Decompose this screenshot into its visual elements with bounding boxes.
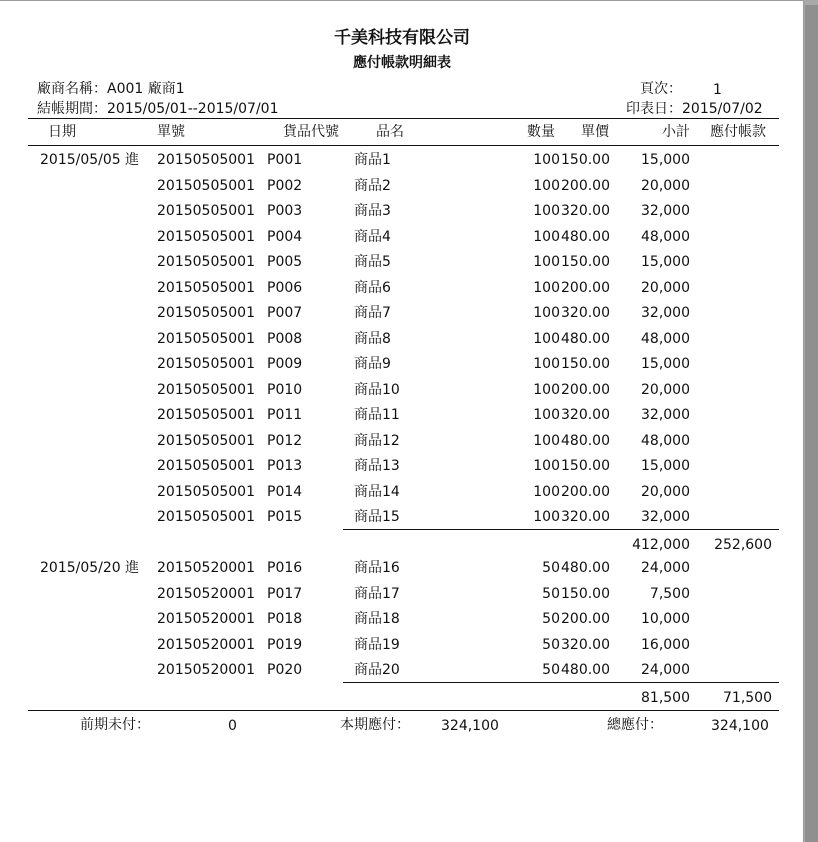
- quantity: 50: [542, 560, 560, 576]
- doc-number: 20150505001: [157, 356, 255, 372]
- subtotal: 20,000: [641, 178, 690, 194]
- doc-number: 20150505001: [157, 484, 255, 500]
- product-name: 商品13: [354, 458, 400, 474]
- product-code: P006: [267, 280, 303, 296]
- product-code: P019: [267, 637, 303, 653]
- current-payable-value: 324,100: [441, 718, 499, 734]
- company-name: 千美科技有限公司: [334, 28, 470, 48]
- quantity: 100: [533, 229, 560, 245]
- product-name: 商品10: [354, 382, 400, 398]
- subtotal: 15,000: [641, 356, 690, 372]
- header-bottom-rule: [28, 145, 779, 146]
- subtotal: 32,000: [641, 509, 690, 525]
- product-name: 商品18: [354, 611, 400, 627]
- subtotal: 32,000: [641, 305, 690, 321]
- unit-price: 480.00: [561, 662, 610, 678]
- group-date: 2015/05/05 進: [40, 152, 140, 168]
- col-doc-header: 單號: [157, 124, 185, 140]
- product-code: P003: [267, 203, 303, 219]
- doc-number: 20150505001: [157, 433, 255, 449]
- unit-price: 200.00: [561, 382, 610, 398]
- footer-rule: [28, 710, 779, 711]
- subtotal: 7,500: [649, 586, 690, 602]
- quantity: 100: [533, 509, 560, 525]
- product-code: P011: [267, 407, 303, 423]
- unit-price: 200.00: [561, 484, 610, 500]
- product-code: P004: [267, 229, 303, 245]
- total-payable-label: 總應付：: [607, 717, 663, 733]
- page-label: 頁次：: [640, 81, 682, 97]
- doc-number: 20150505001: [157, 458, 255, 474]
- total-payable-value: 324,100: [711, 718, 769, 734]
- quantity: 100: [533, 356, 560, 372]
- unit-price: 200.00: [561, 280, 610, 296]
- col-name-header: 品名: [376, 124, 404, 140]
- doc-number: 20150505001: [157, 203, 255, 219]
- col-qty-header: 數量: [527, 124, 555, 140]
- product-code: P020: [267, 662, 303, 678]
- quantity: 100: [533, 152, 560, 168]
- unit-price: 320.00: [561, 637, 610, 653]
- group-payable: 71,500: [723, 690, 772, 706]
- subtotal: 48,000: [641, 433, 690, 449]
- doc-number: 20150505001: [157, 407, 255, 423]
- product-code: P015: [267, 509, 303, 525]
- doc-number: 20150505001: [157, 509, 255, 525]
- subtotal: 20,000: [641, 484, 690, 500]
- unit-price: 150.00: [561, 254, 610, 270]
- col-code-header: 貨品代號: [283, 124, 339, 140]
- quantity: 50: [542, 662, 560, 678]
- prev-unpaid-value: 0: [228, 718, 237, 734]
- subtotal: 16,000: [641, 637, 690, 653]
- subtotal: 15,000: [641, 254, 690, 270]
- subtotal: 15,000: [641, 152, 690, 168]
- product-name: 商品6: [354, 280, 391, 296]
- unit-price: 200.00: [561, 178, 610, 194]
- unit-price: 320.00: [561, 203, 610, 219]
- quantity: 50: [542, 586, 560, 602]
- subtotal: 32,000: [641, 203, 690, 219]
- product-name: 商品17: [354, 586, 400, 602]
- doc-number: 20150520001: [157, 662, 255, 678]
- unit-price: 480.00: [561, 331, 610, 347]
- product-code: P002: [267, 178, 303, 194]
- doc-number: 20150505001: [157, 305, 255, 321]
- product-code: P017: [267, 586, 303, 602]
- unit-price: 150.00: [561, 458, 610, 474]
- product-name: 商品20: [354, 662, 400, 678]
- col-payable-header: 應付帳款: [710, 124, 766, 140]
- unit-price: 480.00: [561, 229, 610, 245]
- doc-number: 20150505001: [157, 382, 255, 398]
- quantity: 100: [533, 433, 560, 449]
- col-price-header: 單價: [581, 124, 609, 140]
- quantity: 100: [533, 203, 560, 219]
- subtotal: 24,000: [641, 560, 690, 576]
- quantity: 50: [542, 611, 560, 627]
- quantity: 50: [542, 637, 560, 653]
- doc-number: 20150505001: [157, 178, 255, 194]
- group-date: 2015/05/20 進: [40, 560, 140, 576]
- product-code: P009: [267, 356, 303, 372]
- product-name: 商品12: [354, 433, 400, 449]
- page-number: 1: [713, 82, 722, 98]
- doc-number: 20150505001: [157, 331, 255, 347]
- product-name: 商品3: [354, 203, 391, 219]
- product-name: 商品7: [354, 305, 391, 321]
- unit-price: 150.00: [561, 356, 610, 372]
- group-total: 81,500: [641, 690, 690, 706]
- unit-price: 200.00: [561, 611, 610, 627]
- col-subtotal-header: 小計: [662, 124, 690, 140]
- product-name: 商品14: [354, 484, 400, 500]
- subtotal: 32,000: [641, 407, 690, 423]
- product-name: 商品15: [354, 509, 400, 525]
- doc-number: 20150520001: [157, 560, 255, 576]
- group-subtotal-rule: [343, 682, 779, 683]
- product-code: P007: [267, 305, 303, 321]
- group-total: 412,000: [632, 537, 690, 553]
- product-name: 商品19: [354, 637, 400, 653]
- unit-price: 320.00: [561, 407, 610, 423]
- quantity: 100: [533, 484, 560, 500]
- product-name: 商品9: [354, 356, 391, 372]
- product-name: 商品16: [354, 560, 400, 576]
- doc-number: 20150520001: [157, 586, 255, 602]
- vendor-label: 廠商名稱：A001 廠商1: [37, 81, 185, 97]
- quantity: 100: [533, 458, 560, 474]
- quantity: 100: [533, 382, 560, 398]
- prev-unpaid-label: 前期未付：: [80, 717, 150, 733]
- product-code: P016: [267, 560, 303, 576]
- subtotal: 20,000: [641, 382, 690, 398]
- subtotal: 10,000: [641, 611, 690, 627]
- quantity: 100: [533, 407, 560, 423]
- doc-number: 20150505001: [157, 254, 255, 270]
- product-code: P012: [267, 433, 303, 449]
- subtotal: 48,000: [641, 331, 690, 347]
- col-date-header: 日期: [48, 124, 76, 140]
- subtotal: 20,000: [641, 280, 690, 296]
- quantity: 100: [533, 305, 560, 321]
- group-subtotal-rule: [343, 529, 779, 530]
- group-payable: 252,600: [714, 537, 772, 553]
- unit-price: 320.00: [561, 509, 610, 525]
- subtotal: 15,000: [641, 458, 690, 474]
- unit-price: 150.00: [561, 152, 610, 168]
- unit-price: 480.00: [561, 560, 610, 576]
- report-title: 應付帳款明細表: [353, 55, 451, 71]
- product-code: P008: [267, 331, 303, 347]
- header-top-rule: [28, 118, 779, 119]
- subtotal: 24,000: [641, 662, 690, 678]
- print-date-label: 印表日：2015/07/02: [626, 101, 763, 117]
- quantity: 100: [533, 331, 560, 347]
- product-name: 商品8: [354, 331, 391, 347]
- product-name: 商品4: [354, 229, 391, 245]
- doc-number: 20150520001: [157, 637, 255, 653]
- product-name: 商品1: [354, 152, 391, 168]
- product-name: 商品11: [354, 407, 400, 423]
- doc-number: 20150505001: [157, 280, 255, 296]
- doc-number: 20150505001: [157, 229, 255, 245]
- product-name: 商品5: [354, 254, 391, 270]
- page-shadow: [805, 5, 818, 842]
- doc-number: 20150505001: [157, 152, 255, 168]
- quantity: 100: [533, 254, 560, 270]
- product-code: P013: [267, 458, 303, 474]
- product-code: P014: [267, 484, 303, 500]
- product-name: 商品2: [354, 178, 391, 194]
- product-code: P018: [267, 611, 303, 627]
- product-code: P001: [267, 152, 303, 168]
- quantity: 100: [533, 178, 560, 194]
- quantity: 100: [533, 280, 560, 296]
- period-label: 結帳期間：2015/05/01--2015/07/01: [37, 101, 279, 117]
- unit-price: 480.00: [561, 433, 610, 449]
- doc-number: 20150520001: [157, 611, 255, 627]
- product-code: P010: [267, 382, 303, 398]
- unit-price: 320.00: [561, 305, 610, 321]
- current-payable-label: 本期應付：: [340, 717, 410, 733]
- unit-price: 150.00: [561, 586, 610, 602]
- subtotal: 48,000: [641, 229, 690, 245]
- product-code: P005: [267, 254, 303, 270]
